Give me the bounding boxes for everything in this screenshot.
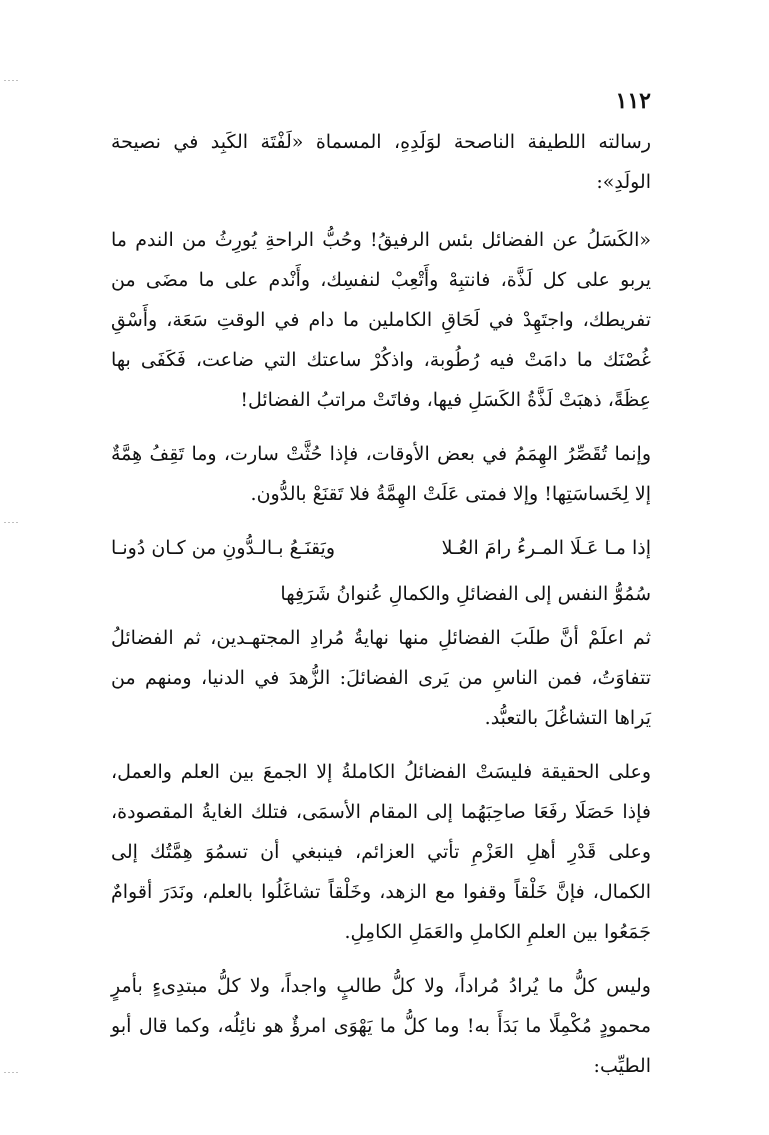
poem-verse-1-second-hemistich: ويَقنَـعُ بـالـدُّونِ من كـان دُونـا bbox=[111, 537, 336, 559]
poem-verse-2: سُمُوُّ النفس إلى الفضائلِ والكمالِ عُنوانُ شَرَفِها bbox=[280, 583, 651, 605]
poem-verse-1 bbox=[111, 528, 651, 568]
poem-verse-1-first-hemistich: إذا مـا عَـلَا المـرءُ رامَ العُـلا bbox=[441, 537, 651, 559]
paragraph-abu-tayyib: وليس كلُّ ما يُرادُ مُراداً، ولا كلُّ طالبٍ واجداً، ولا كلُّ مبتدِىءٍ بأمرٍ محمودٍ مُكْمِلًا ما بَدَأَ به! وما كلُّ ما يَهْوَى امرؤٌ هو نائِلُه، وكما قال أبو الطيِّب: bbox=[111, 975, 651, 1077]
page-body bbox=[111, 122, 651, 1100]
margin-tick bbox=[4, 1072, 18, 1073]
paragraph-ambitions: وإنما تُقَصِّرُ الهِمَمُ في بعض الأوقات، فإذا حُثَّتْ سارت، وما تَقِفُ هِمَّةٌ إلا لِخَساسَتِها! وإلا فمتى عَلَتْ الهِمَّةُ فلا تَقنَعْ بالدُّون. bbox=[111, 443, 651, 505]
poem-block bbox=[111, 528, 651, 614]
paragraph-laziness: «الكَسَلُ عن الفضائل بئس الرفيقُ! وحُبُّ الراحةِ يُورِثُ من الندم ما يربو على كل لَذَّة، فانتبِهْ وأَتْعِبْ لنفسِك، وأَنْدم على ما مضَى من تفريطك، واجتَهِدْ في لَحَاقِ الكاملين ما دام في الوقتِ سَعَة، وأَسْقِ غُصْنَك ما دامَتْ فيه رُطُوبة، واذكُرْ ساعتك التي ضاعت، فَكَفَى بها عِظَةً، ذهبَتْ لَذَّةُ الكَسَلِ فيها، وفاتَتْ مراتبُ الفضائل! bbox=[111, 229, 651, 411]
margin-tick bbox=[4, 80, 18, 81]
page-number: ١١٢ bbox=[615, 88, 651, 114]
paragraph-knowledge-and-deeds: وعلى الحقيقة فليسَتْ الفضائلُ الكاملةُ إلا الجمعَ بين العلم والعمل، فإذا حَصَلَا رفَعَا صاحِبَهُما إلى المقام الأسمَى، فتلك الغايةُ المقصودة، وعلى قَدْرِ أهلِ العَزْمِ تأتي العزائم، فينبغي أن تسمُوَ هِمَّتُك إلى الكمال، فإنَّ خَلْقاً وقفوا مع الزهد، وخَلْقاً تشاغَلُوا بالعلم، ونَدَرَ أقوامٌ جَمَعُوا بين العلمِ الكاملِ والعَمَلِ الكامِلِ. bbox=[111, 761, 651, 943]
margin-tick bbox=[4, 522, 18, 523]
intro-paragraph: رسالته اللطيفة الناصحة لوَلَدِهِ، المسماة «لَفْتَة الكَبِد في نصيحة الولَدِ»: bbox=[111, 131, 651, 193]
paragraph-virtues: ثم اعلَمْ أنَّ طلَبَ الفضائلِ منها نهايةُ مُرادِ المجتهـدين، ثم الفضائلُ تتفاوَتُ، فمن الناسِ من يَرى الفضائلَ: الزُّهدَ في الدنيا، ومنهم من يَراها التشاغُلَ بالتعبُّد. bbox=[111, 627, 651, 729]
